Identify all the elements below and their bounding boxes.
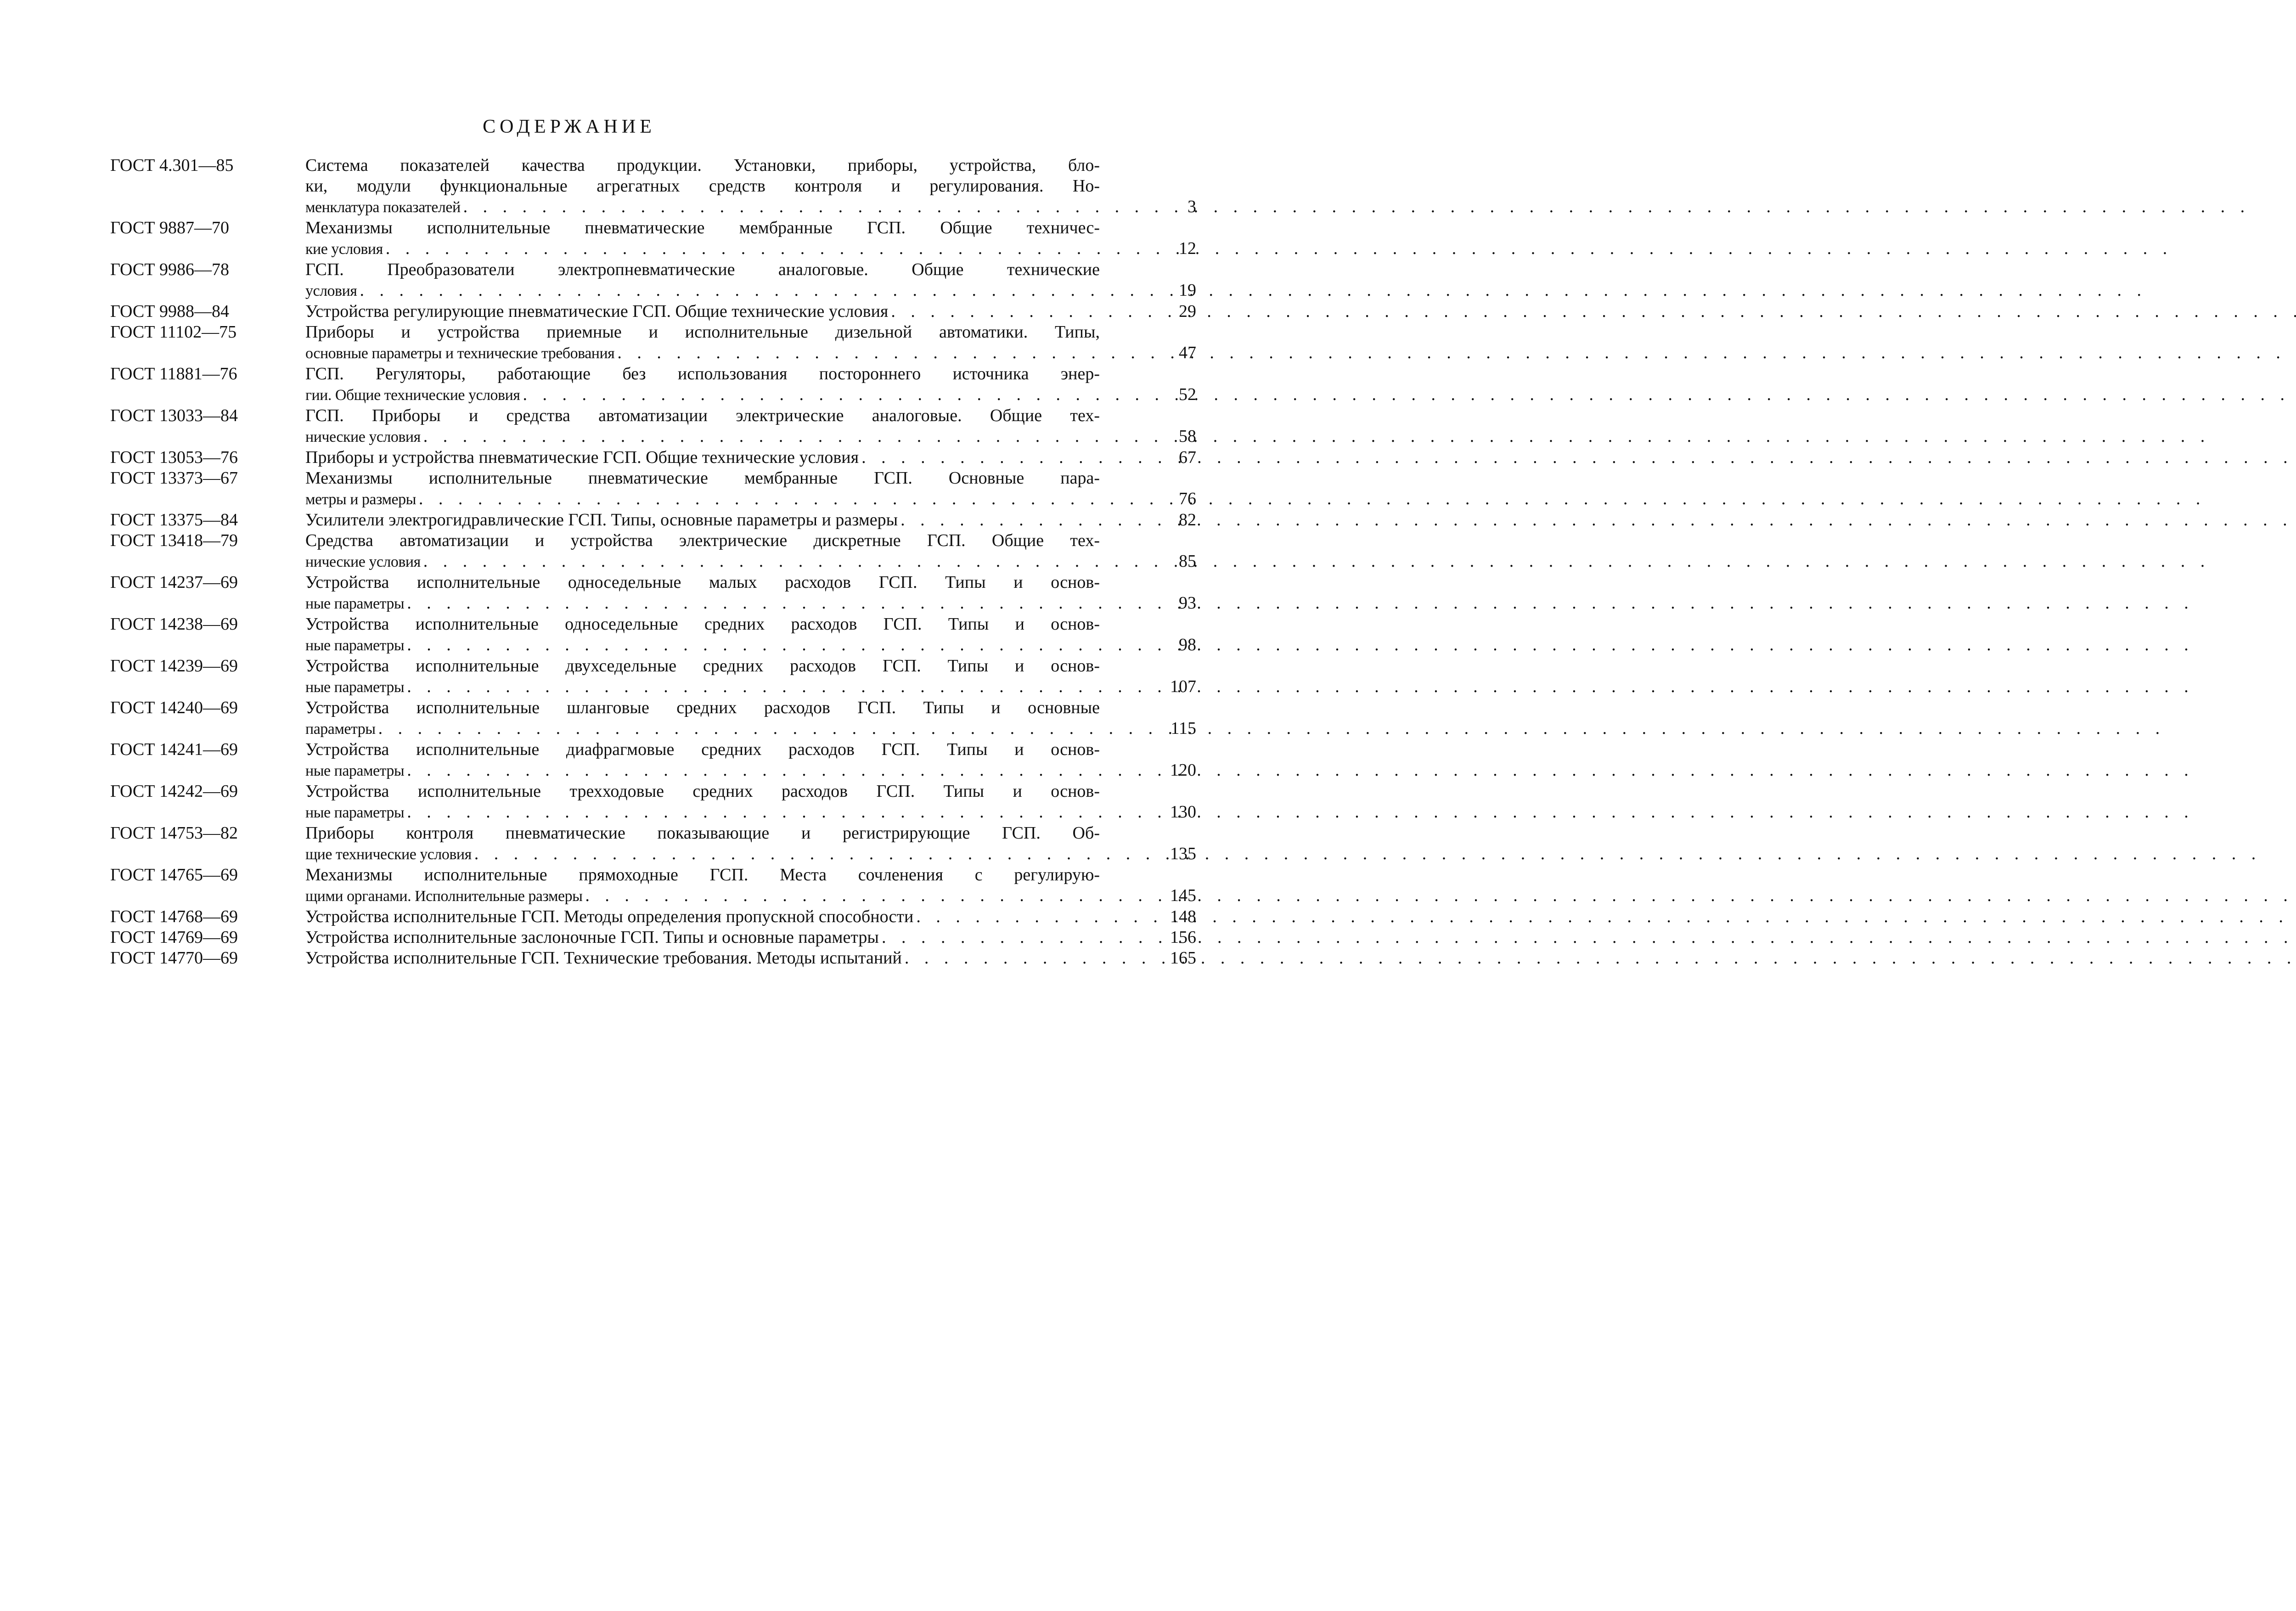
entry-title [305, 865, 1196, 907]
entry-title-line: Устройства исполнительные односедельные средних расходов ГСП. Типы и основ- [305, 614, 1100, 634]
gost-code: ГОСТ 11102—75 [110, 322, 237, 342]
entry-title [305, 468, 1196, 510]
page-number: 58 [1179, 427, 1196, 446]
entry-title-last-line [305, 718, 1196, 739]
page-number: 67 [1179, 448, 1196, 467]
entry-title-line: ГСП. Регуляторы, работающие без использования постороннего источника энер- [305, 364, 1100, 383]
entry-title-line: Приборы контроля пневматические показывающие и регистрирующие ГСП. Об- [305, 823, 1100, 843]
dot-leader [891, 301, 2296, 322]
toc-entry [110, 322, 1196, 364]
page-number: 120 [1170, 760, 1196, 780]
dot-leader [419, 489, 2206, 509]
gost-code: ГОСТ 14753—82 [110, 823, 238, 843]
gost-code: ГОСТ 14238—69 [110, 614, 238, 634]
dot-leader [905, 948, 2296, 969]
toc-entry [110, 364, 1196, 406]
entry-title-last-line [305, 426, 1196, 447]
dot-leader [407, 760, 2194, 781]
dot-leader [916, 907, 2296, 927]
page-number: 148 [1170, 907, 1196, 926]
gost-code: ГОСТ 14239—69 [110, 656, 238, 676]
page-number: 93 [1179, 593, 1196, 613]
dot-leader [360, 280, 2147, 301]
toc-entry [110, 510, 1196, 530]
page-number: 76 [1179, 489, 1196, 508]
toc-entry [110, 739, 1196, 781]
dot-leader [386, 238, 2173, 259]
entry-title-line: Средства автоматизации и устройства электрические дискретные ГСП. Общие тех- [305, 531, 1100, 550]
toc-entry [110, 572, 1196, 614]
dot-leader [423, 551, 2211, 572]
gost-code: ГОСТ 11881—76 [110, 364, 237, 383]
toc-entry [110, 614, 1196, 656]
entry-title-last-line [305, 489, 1196, 510]
page-number: 19 [1179, 281, 1196, 300]
page-number: 135 [1170, 844, 1196, 863]
dot-leader [861, 447, 2296, 468]
gost-code: ГОСТ 9986—78 [110, 260, 229, 279]
toc-entry [110, 406, 1196, 447]
page-number: 47 [1179, 343, 1196, 362]
entry-title-line: Устройства исполнительные двухседельные средних расходов ГСП. Типы и основ- [305, 656, 1100, 676]
entry-title [305, 781, 1196, 823]
entry-title-line: Устройства исполнительные односедельные малых расходов ГСП. Типы и основ- [305, 573, 1100, 592]
toc-entry [110, 948, 1196, 969]
entry-title-last-line [305, 301, 1196, 322]
toc-entry [110, 865, 1196, 907]
gost-code: ГОСТ 14241—69 [110, 740, 238, 759]
page-number: 52 [1179, 385, 1196, 404]
dot-leader [407, 676, 2194, 697]
entry-title [305, 739, 1196, 781]
entry-title [305, 698, 1196, 739]
dot-leader [882, 927, 2296, 948]
dot-leader [407, 635, 2194, 655]
toc-entry [110, 218, 1196, 259]
toc-entry [110, 468, 1196, 510]
toc-entry [110, 927, 1196, 948]
entry-title [305, 364, 1196, 406]
entry-title-last-line [305, 238, 1196, 259]
entry-title-last-line [305, 593, 1196, 614]
entry-title-text: Устройства исполнительные ГСП. Технические требования. Методы испытаний [305, 948, 902, 968]
entry-title-text: нические условия [305, 428, 421, 445]
entry-title-text: ные параметры [305, 679, 405, 696]
entry-title-last-line [305, 635, 1196, 656]
entry-title-line: ГСП. Преобразователи электропневматические аналоговые. Общие технические [305, 260, 1100, 279]
entry-title-line: ки, модули функциональные агрегатных средств контроля и регулирования. Но- [305, 176, 1100, 196]
gost-code: ГОСТ 14242—69 [110, 782, 238, 801]
entry-title-text: метры и размеры [305, 491, 416, 508]
entry-title-text: Устройства регулирующие пневматические ГСП. Общие технические условия [305, 302, 889, 321]
entry-title-last-line [305, 510, 1196, 530]
page-title: СОДЕРЖАНИЕ [483, 116, 656, 137]
gost-code: ГОСТ 14770—69 [110, 948, 238, 968]
entry-title-text: щими органами. Исполнительные размеры [305, 888, 583, 905]
page-number: 12 [1179, 239, 1196, 258]
page-number: 85 [1179, 552, 1196, 571]
entry-title-last-line [305, 907, 1196, 927]
entry-title-text: нические условия [305, 553, 421, 570]
gost-code: ГОСТ 13053—76 [110, 448, 238, 467]
dot-leader [900, 510, 2296, 530]
entry-title-line: ГСП. Приборы и средства автоматизации электрические аналоговые. Общие тех- [305, 406, 1100, 425]
page-number: 130 [1170, 802, 1196, 822]
entry-title-last-line [305, 676, 1196, 698]
entry-title-last-line [305, 384, 1196, 406]
toc-entry [110, 155, 1196, 218]
entry-title-text: ные параметры [305, 595, 405, 612]
entry-title-text: менклатура показателей [305, 199, 461, 216]
entry-title-last-line [305, 760, 1196, 781]
page-number: 156 [1170, 928, 1196, 947]
gost-code: ГОСТ 14240—69 [110, 698, 238, 717]
entry-title-line: Система показателей качества продукции. Установки, приборы, устройства, бло- [305, 156, 1100, 175]
entry-title [305, 656, 1196, 698]
entry-title-text: параметры [305, 721, 376, 738]
entry-title-text: Приборы и устройства пневматические ГСП. Общие технические условия [305, 448, 859, 467]
entry-title-last-line [305, 343, 1196, 364]
gost-code: ГОСТ 13375—84 [110, 510, 238, 529]
dot-leader [617, 343, 2296, 363]
page-number: 29 [1179, 302, 1196, 321]
entry-title [305, 447, 1196, 468]
dot-leader [474, 844, 2262, 864]
entry-title [305, 259, 1196, 301]
entry-title [305, 948, 1196, 969]
entry-title-last-line [305, 948, 1196, 969]
entry-title-line: Устройства исполнительные трехходовые средних расходов ГСП. Типы и основ- [305, 782, 1100, 801]
entry-title [305, 614, 1196, 656]
page-number: 82 [1179, 510, 1196, 529]
gost-code: ГОСТ 14237—69 [110, 573, 238, 592]
entry-title-text: Усилители электрогидравлические ГСП. Типы, основные параметры и размеры [305, 510, 898, 529]
gost-code: ГОСТ 9887—70 [110, 218, 229, 237]
entry-title-line: Устройства исполнительные шланговые средних расходов ГСП. Типы и основные [305, 698, 1100, 717]
toc-entry [110, 823, 1196, 865]
entry-title [305, 155, 1196, 218]
dot-leader [423, 426, 2211, 447]
dot-leader [463, 197, 2251, 217]
toc-entry [110, 781, 1196, 823]
entry-title [305, 927, 1196, 948]
entry-title-text: ные параметры [305, 762, 405, 779]
toc-entry [110, 447, 1196, 468]
dot-leader [407, 593, 2194, 614]
toc-entry [110, 656, 1196, 698]
entry-title [305, 907, 1196, 927]
entry-title-text: Устройства исполнительные ГСП. Методы определения пропускной способности [305, 907, 914, 926]
entry-title-last-line [305, 280, 1196, 301]
entry-title [305, 218, 1196, 259]
entry-title-line: Механизмы исполнительные пневматические мембранные ГСП. Основные пара- [305, 468, 1100, 488]
dot-leader [407, 802, 2194, 822]
entry-title-text: ные параметры [305, 804, 405, 821]
entry-title-text: кие условия [305, 241, 383, 258]
gost-code: ГОСТ 14769—69 [110, 928, 238, 947]
toc-entry [110, 259, 1196, 301]
entry-title-last-line [305, 844, 1196, 865]
gost-code: ГОСТ 14768—69 [110, 907, 238, 926]
dot-leader [378, 718, 2166, 739]
entry-title-last-line [305, 197, 1196, 218]
page-number: 115 [1171, 719, 1196, 738]
gost-code: ГОСТ 13418—79 [110, 531, 238, 550]
entry-title [305, 530, 1196, 572]
page-number: 145 [1170, 886, 1196, 905]
entry-title-text: ные параметры [305, 637, 405, 654]
page-number: 107 [1170, 677, 1196, 696]
entry-title [305, 572, 1196, 614]
entry-title-last-line [305, 927, 1196, 948]
toc-entry [110, 907, 1196, 927]
entry-title-last-line [305, 802, 1196, 823]
entry-title-line: Механизмы исполнительные пневматические мембранные ГСП. Общие техничес- [305, 218, 1100, 237]
entry-title-text: условия [305, 282, 357, 299]
entry-title [305, 823, 1196, 865]
gost-code: ГОСТ 14765—69 [110, 865, 238, 884]
entry-title-text: Устройства исполнительные заслоночные ГСП. Типы и основные параметры [305, 928, 879, 947]
gost-code: ГОСТ 9988—84 [110, 302, 229, 321]
entry-title-text: щие технические условия [305, 846, 472, 863]
entry-title [305, 301, 1196, 322]
toc-entry [110, 530, 1196, 572]
entry-title-text: гии. Общие технические условия [305, 387, 520, 404]
entry-title-last-line [305, 885, 1196, 907]
page-number: 3 [1187, 197, 1196, 216]
dot-leader [585, 885, 2296, 906]
gost-code: ГОСТ 13033—84 [110, 406, 238, 425]
toc-entry [110, 301, 1196, 322]
page-number: 165 [1170, 948, 1196, 968]
entry-title [305, 510, 1196, 530]
entry-title [305, 322, 1196, 364]
gost-code: ГОСТ 4.301—85 [110, 156, 234, 175]
dot-leader [523, 384, 2296, 405]
entry-title-last-line [305, 447, 1196, 468]
gost-code: ГОСТ 13373—67 [110, 468, 238, 488]
entry-title-line: Приборы и устройства приемные и исполнительные дизельной автоматики. Типы, [305, 322, 1100, 342]
entry-title-line: Механизмы исполнительные прямоходные ГСП. Места сочленения с регулирую- [305, 865, 1100, 884]
page-number: 98 [1179, 635, 1196, 654]
toc-entry [110, 698, 1196, 739]
entry-title-last-line [305, 551, 1196, 572]
entry-title-text: основные параметры и технические требования [305, 345, 615, 362]
table-of-contents [110, 155, 1196, 969]
entry-title [305, 406, 1196, 447]
entry-title-line: Устройства исполнительные диафрагмовые средних расходов ГСП. Типы и основ- [305, 740, 1100, 759]
